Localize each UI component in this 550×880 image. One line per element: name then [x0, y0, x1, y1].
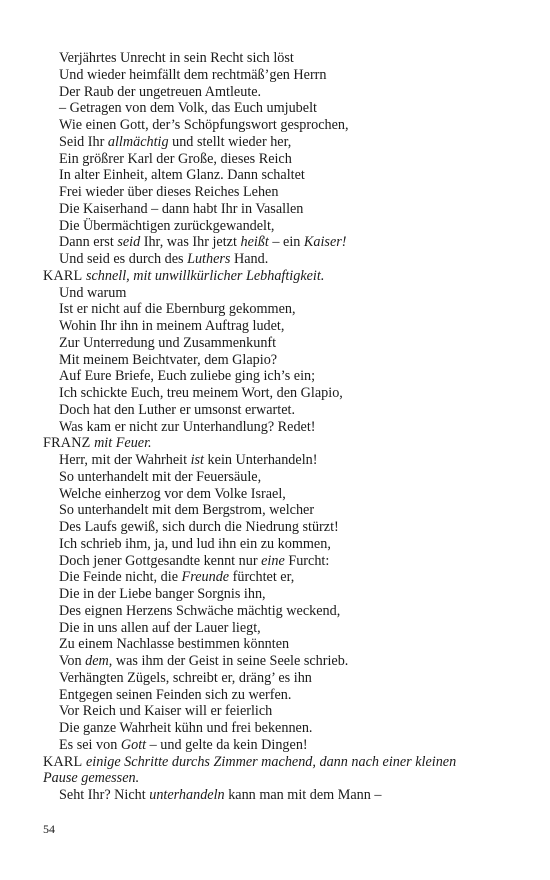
- text-segment: Die Kaiserhand – dann habt Ihr in Vasallen: [59, 200, 304, 217]
- verse-line: [43, 787, 483, 804]
- verse-line: [43, 653, 483, 670]
- text-segment: Was kam er nicht zur Unterhandlung? Redet!: [59, 418, 316, 435]
- verse-line: [43, 502, 483, 519]
- text-segment: Herr, mit der Wahrheit: [59, 452, 191, 468]
- emphasis-text: einige Schritte durchs Zimmer machend, dann nach einer kleinen: [82, 753, 457, 770]
- speaker-line: [43, 435, 483, 452]
- text-segment: So unterhandelt mit dem Bergstrom, welcher: [59, 502, 315, 519]
- text-segment: Seid Ihr: [59, 133, 108, 150]
- text-segment: Vor Reich und Kaiser will er feierlich: [59, 703, 273, 720]
- verse-line: [43, 553, 483, 570]
- text-segment: Doch hat den Luther er umsonst erwartet.: [59, 401, 295, 418]
- text-segment: Ich schrieb ihm, ja, und lud ihn ein zu kommen,: [59, 535, 331, 552]
- verse-line: [43, 201, 483, 218]
- verse-line: [43, 402, 483, 419]
- verse-line: [43, 536, 483, 553]
- text-segment: Auf Eure Briefe, Euch zuliebe ging ich’s ein;: [59, 368, 316, 385]
- verse-line: [43, 301, 483, 318]
- text-segment: Ist er nicht auf die Ebernburg gekommen,: [59, 301, 296, 318]
- emphasis-text: seid: [117, 234, 141, 251]
- verse-line: [43, 335, 483, 352]
- text-segment: So unterhandelt mit der Feuersäule,: [59, 468, 262, 485]
- verse-line: [43, 620, 483, 637]
- verse-line: [43, 84, 483, 101]
- text-segment: Des eignen Herzens Schwäche mächtig weckend,: [59, 602, 341, 619]
- verse-line: [43, 251, 483, 268]
- verse-line: [43, 100, 483, 117]
- text-segment: Und seid es durch des: [59, 251, 188, 267]
- verse-line: [43, 519, 483, 536]
- verse-line: [43, 452, 483, 469]
- text-segment: und stellt wieder her,: [168, 133, 292, 150]
- verse-line: [43, 151, 483, 168]
- verse-line: [43, 720, 483, 737]
- emphasis-text: Luthers: [187, 251, 231, 267]
- verse-line: [43, 419, 483, 436]
- text-segment: Entgegen seinen Feinden sich zu werfen.: [59, 686, 292, 703]
- text-segment: – und gelte da kein Dingen!: [146, 736, 308, 753]
- text-segment: – Getragen von dem Volk, das Euch umjubelt: [59, 100, 317, 117]
- speaker-name: KARL: [43, 753, 83, 770]
- page-number: 54: [43, 822, 55, 836]
- text-segment: Und wieder heimfällt dem rechtmäß’gen Herrn: [59, 66, 327, 83]
- verse-line: [43, 285, 483, 302]
- text-segment: kein Unterhandeln!: [204, 452, 318, 468]
- verse-line: [43, 184, 483, 201]
- verse-line: [43, 636, 483, 653]
- text-segment: kann man mit dem Mann –: [224, 787, 382, 803]
- verse-line: [43, 385, 483, 402]
- verse-line: [43, 67, 483, 84]
- text-segment: – ein: [268, 234, 304, 251]
- verse-line: [43, 368, 483, 385]
- verse-line: [43, 486, 483, 503]
- verse-line: [43, 218, 483, 235]
- text-segment: Zur Unterredung und Zusammenkunft: [59, 334, 277, 351]
- emphasis-text: Freunde: [181, 569, 230, 586]
- speaker-name: FRANZ: [43, 435, 91, 452]
- text-segment: Der Raub der ungetreuen Amtleute.: [59, 83, 262, 100]
- text-segment: Mit meinem Beichtvater, dem Glapio?: [59, 351, 278, 368]
- text-segment: Wohin Ihr ihn in meinem Auftrag ludet,: [59, 318, 285, 334]
- verse-line: [43, 469, 483, 486]
- text-segment: Die in der Liebe banger Sorgnis ihn,: [59, 586, 266, 602]
- text-segment: Zu einem Nachlasse bestimmen könnten: [59, 636, 290, 653]
- text-segment: Ich schickte Euch, treu meinem Wort, den Glapio,: [59, 385, 343, 401]
- text-segment: Verjährtes Unrecht in sein Recht sich löst: [59, 50, 294, 66]
- text-segment: Wie einen Gott, der’s Schöpfungswort gesprochen,: [59, 117, 349, 133]
- emphasis-text: schnell, mit unwillkürlicher Lebhaftigkeit.: [82, 267, 325, 284]
- verse-line: [43, 586, 483, 603]
- speaker-name: KARL: [43, 267, 83, 284]
- text-segment: Verhängten Zügels, schreibt er, dräng’ es ihn: [59, 669, 312, 686]
- text-segment: was ihm der Geist in seine Seele schrieb.: [112, 653, 349, 669]
- speaker-line: [43, 770, 483, 787]
- verse-line: [43, 352, 483, 369]
- text-segment: Von: [59, 653, 86, 669]
- text-segment: Und warum: [59, 284, 127, 301]
- speaker-line: [43, 754, 483, 771]
- text-segment: Seht Ihr? Nicht: [59, 787, 150, 803]
- verse-line: [43, 737, 483, 754]
- text-segment: Hand.: [230, 251, 269, 267]
- verse-line: [43, 318, 483, 335]
- emphasis-text: Gott: [120, 736, 147, 753]
- text-segment: Des Laufs gewiß, sich durch die Niedrung stürzt!: [59, 519, 339, 535]
- text-segment: Die in uns allen auf der Lauer liegt,: [59, 619, 261, 636]
- text-segment: Es sei von: [59, 736, 121, 753]
- verse-line: [43, 603, 483, 620]
- verse-line: [43, 167, 483, 184]
- page-body: [43, 50, 483, 804]
- text-segment: fürchtet er,: [229, 569, 295, 586]
- emphasis-text: heißt: [240, 234, 269, 251]
- verse-line: [43, 687, 483, 704]
- text-segment: Die Feinde nicht, die: [59, 569, 182, 586]
- verse-line: [43, 134, 483, 151]
- emphasis-text: ist: [190, 452, 204, 468]
- text-segment: Die Übermächtigen zurückgewandelt,: [59, 217, 275, 234]
- text-segment: Frei wieder über dieses Reiches Lehen: [59, 184, 279, 200]
- verse-line: [43, 234, 483, 251]
- verse-line: [43, 117, 483, 134]
- emphasis-text: eine: [261, 552, 285, 569]
- verse-line: [43, 670, 483, 687]
- text-segment: In alter Einheit, altem Glanz. Dann schaltet: [59, 167, 305, 184]
- text-segment: Welche einherzog vor dem Volke Israel,: [59, 485, 286, 502]
- emphasis-text: unterhandeln: [149, 787, 225, 803]
- emphasis-text: Pause gemessen.: [43, 770, 140, 787]
- text-segment: Doch jener Gottgesandte kennt nur: [59, 552, 262, 569]
- emphasis-text: dem,: [85, 653, 113, 669]
- text-lines: [43, 50, 483, 804]
- verse-line: [43, 703, 483, 720]
- emphasis-text: mit Feuer.: [90, 435, 152, 452]
- text-segment: Furcht:: [284, 552, 330, 569]
- text-segment: Ihr, was Ihr jetzt: [140, 234, 241, 251]
- speaker-line: [43, 268, 483, 285]
- text-segment: Die ganze Wahrheit kühn und frei bekennen.: [59, 720, 313, 736]
- emphasis-text: Kaiser!: [303, 234, 347, 251]
- text-segment: Dann erst: [59, 234, 118, 251]
- verse-line: [43, 50, 483, 67]
- text-segment: Ein größrer Karl der Große, dieses Reich: [59, 150, 292, 167]
- emphasis-text: allmächtig: [107, 133, 169, 150]
- verse-line: [43, 569, 483, 586]
